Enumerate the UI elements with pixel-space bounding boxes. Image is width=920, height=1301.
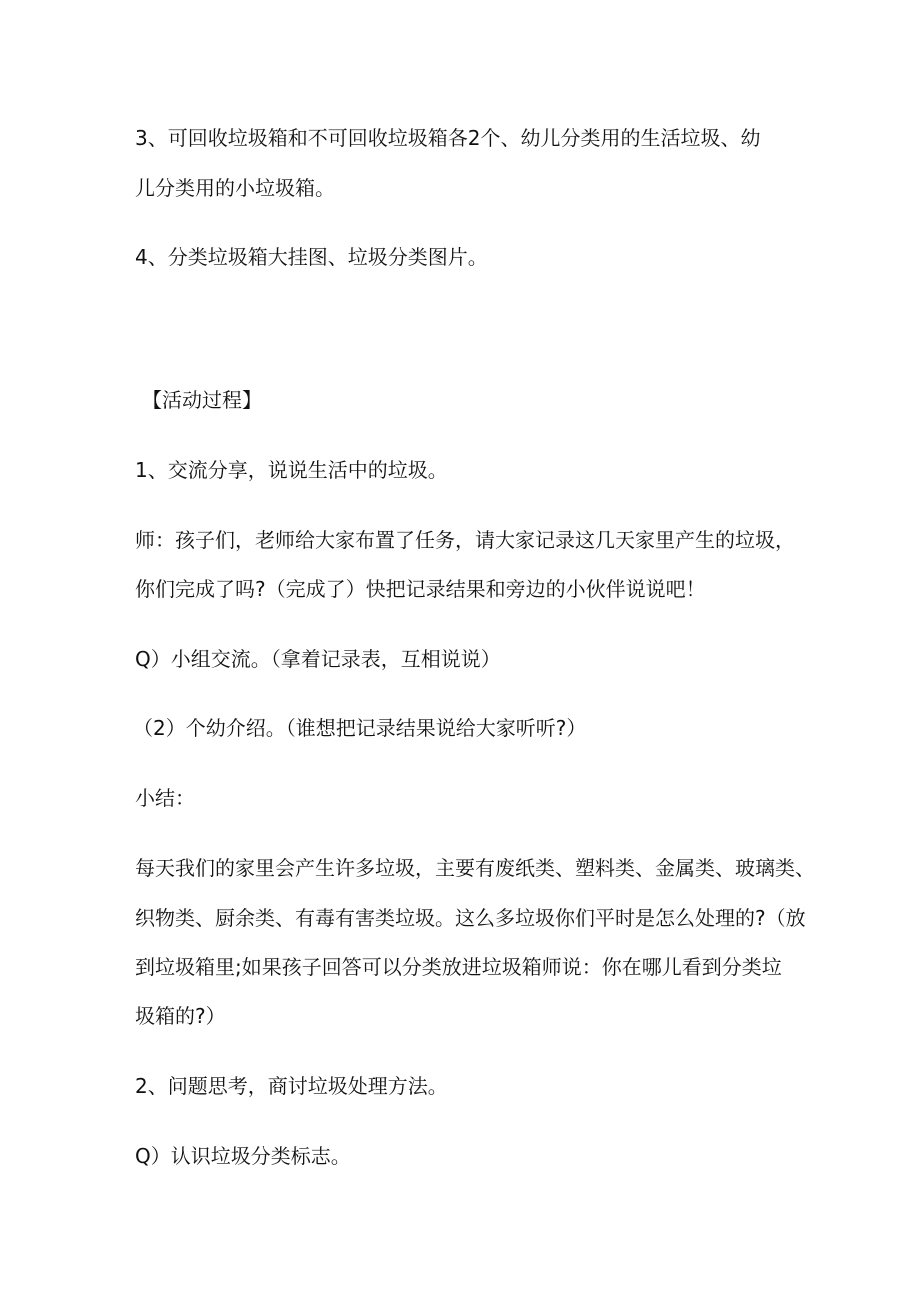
materials-item-3-line-1: 3、可回收垃圾箱和不可回收垃圾箱各2个、幼儿分类用的生活垃圾、幼 (135, 126, 761, 150)
summary-label: 小结： (135, 786, 195, 810)
step-2-title: 2、问题思考，商讨垃圾处理方法。 (135, 1074, 448, 1098)
substep-recognize-symbols: Q）认识垃圾分类标志。 (135, 1144, 351, 1168)
substep-group-exchange: Q）小组交流。（拿着记录表，互相说说） (135, 647, 501, 671)
summary-text-line-1: 每天我们的家里会产生许多垃圾，主要有废纸类、塑料类、金属类、玻璃类、 (135, 856, 815, 880)
teacher-prompt-line-2: 你们完成了吗?（完成了）快把记录结果和旁边的小伙伴说说吧！ (135, 577, 706, 601)
teacher-prompt-line-1: 师：孩子们，老师给大家布置了任务，请大家记录这几天家里产生的垃圾， (135, 528, 795, 552)
materials-item-4: 4、分类垃圾箱大挂图、垃圾分类图片。 (135, 245, 488, 269)
substep-individual-intro: （2）个幼介绍。（谁想把记录结果说给大家听听?） (133, 716, 587, 740)
summary-text-line-3: 到垃圾箱里;如果孩子回答可以分类放进垃圾箱师说：你在哪儿看到分类垃 (135, 955, 782, 979)
summary-text-line-2: 织物类、厨余类、有毒有害类垃圾。这么多垃圾你们平时是怎么处理的?（放 (135, 906, 806, 930)
step-1-title: 1、交流分享，说说生活中的垃圾。 (135, 458, 448, 482)
section-heading-activity-process: 【活动过程】 (142, 388, 262, 412)
materials-item-3-line-2: 儿分类用的小垃圾箱。 (135, 176, 335, 200)
summary-text-line-4: 圾箱的?） (135, 1004, 226, 1028)
